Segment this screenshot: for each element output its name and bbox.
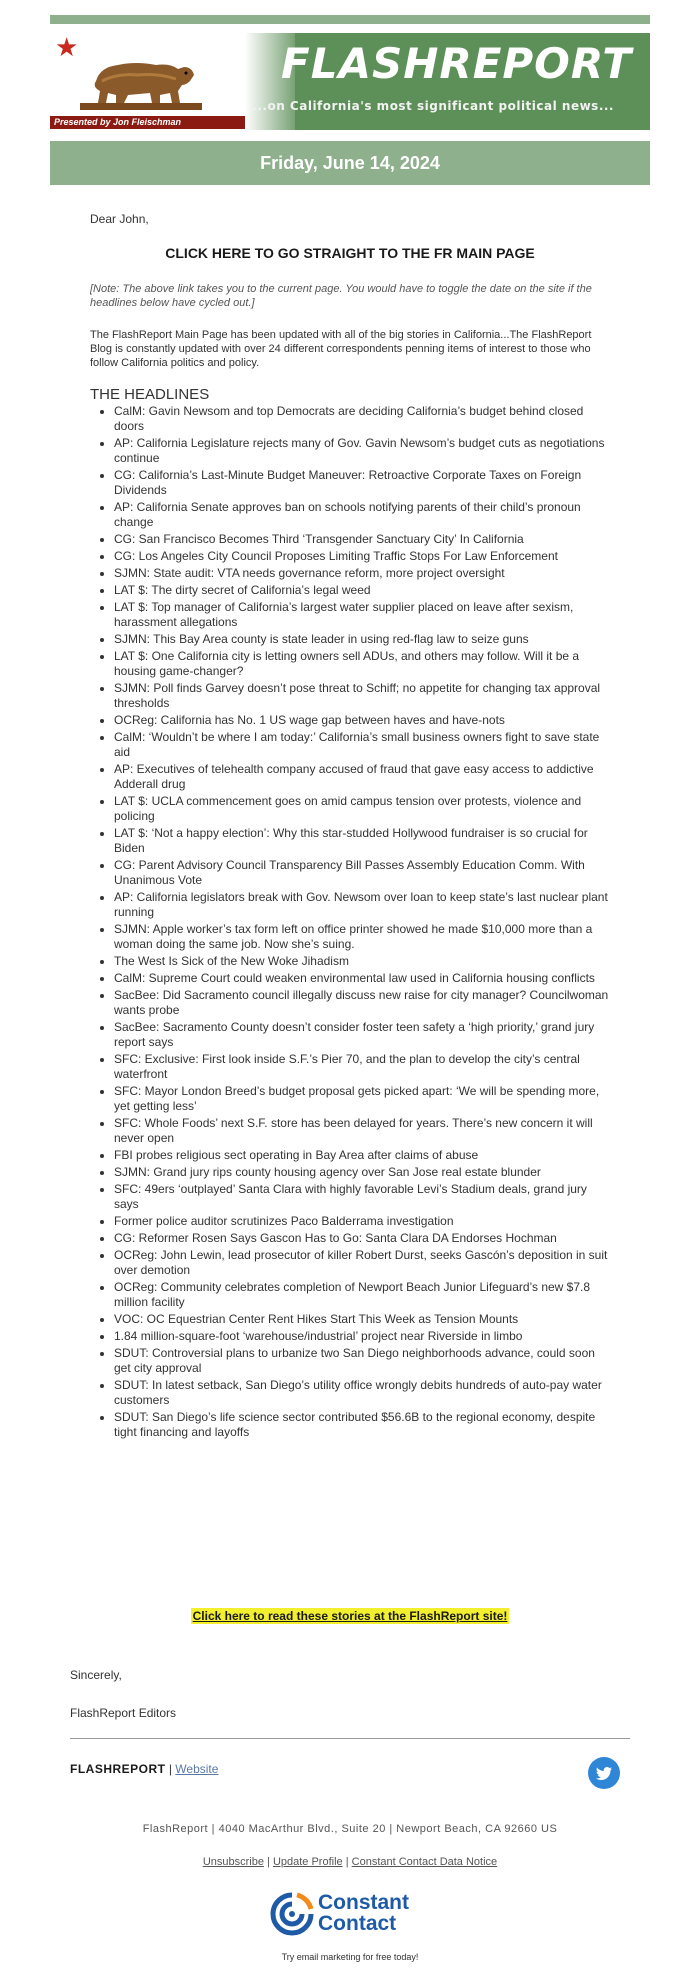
headline-item[interactable]: • SacBee: Sacramento County doesn’t consider foster teen safety a ‘high priority,’ grand jury report says xyxy=(114,1020,610,1050)
twitter-button[interactable] xyxy=(588,1757,620,1789)
star-icon: ★ xyxy=(55,32,79,62)
presented-by: Presented by Jon Fleischman xyxy=(50,116,245,129)
footer-brand-name: FLASHREPORT xyxy=(70,1762,166,1776)
cc-line2: Contact xyxy=(318,1912,397,1935)
headline-item[interactable]: • AP: California legislators break with Gov. Newsom over loan to keep state’s last nuclear plant running xyxy=(114,890,610,920)
website-link[interactable]: Website xyxy=(175,1762,219,1776)
constant-contact-icon xyxy=(270,1892,314,1936)
headline-item[interactable]: • LAT $: ‘Not a happy election’: Why this star-studded Hollywood fundraiser is so crucial for Biden xyxy=(114,826,610,856)
headline-item[interactable]: • CG: Reformer Rosen Says Gascon Has to Go: Santa Clara DA Endorses Hochman xyxy=(114,1231,610,1246)
footer-links xyxy=(0,1856,700,1868)
note-text: [Note: The above link takes you to the current page. You would have to toggle the date on the site if the headlines below have cycled out.] xyxy=(90,283,592,309)
headline-item[interactable]: • CG: San Francisco Becomes Third ‘Transgender Sanctuary City’ In California xyxy=(114,532,610,547)
headline-item[interactable]: • LAT $: One California city is letting owners sell ADUs, and others may follow. Will it be a housing game-changer? xyxy=(114,649,610,679)
footer-separator: | xyxy=(165,1762,176,1776)
email-body xyxy=(90,212,610,1442)
signature: FlashReport Editors xyxy=(70,1706,177,1720)
header-banner[interactable] xyxy=(50,33,650,130)
headline-item[interactable]: • SDUT: San Diego’s life science sector contributed $56.6B to the regional economy, despite tight financing and layoffs xyxy=(114,1410,610,1440)
update-profile-link[interactable]: Update Profile xyxy=(272,1856,343,1868)
headline-item[interactable]: • Former police auditor scrutinizes Paco Balderrama investigation xyxy=(114,1214,610,1229)
headline-item[interactable]: • SFC: Exclusive: First look inside S.F.’s Pier 70, and the plan to develop the city’s central waterfront xyxy=(114,1052,610,1082)
headline-item[interactable]: • CalM: Supreme Court could weaken environmental law used in California housing conflicts xyxy=(114,971,610,986)
intro-text: The FlashReport Main Page has been updated with all of the big stories in California...The FlashReport Blog is constantly updated with over 24 different correspondents penning items of interest to those who follow California politics and policy. xyxy=(90,329,592,369)
headline-item[interactable]: • LAT $: Top manager of California’s largest water supplier placed on leave after sexism, harassment allegations xyxy=(114,600,610,630)
footer-separator: | xyxy=(267,1856,273,1868)
read-stories-link[interactable]: Click here to read these stories at the FlashReport site! xyxy=(192,1609,508,1623)
california-bear-icon xyxy=(78,51,203,113)
date-bar: Friday, June 14, 2024 xyxy=(50,141,650,185)
unsubscribe-link[interactable]: Unsubscribe xyxy=(202,1856,264,1868)
headline-item[interactable]: • CG: Los Angeles City Council Proposes Limiting Traffic Stops For Law Enforcement xyxy=(114,549,610,564)
headline-item[interactable]: • SJMN: Apple worker’s tax form left on office printer showed he made $10,000 more than a woman doing the same job. Now she’s suing. xyxy=(114,922,610,952)
headline-item[interactable]: • SFC: Mayor London Breed’s budget proposal gets picked apart: ‘We will be spending more, yet getting less’ xyxy=(114,1084,610,1114)
headlines-list xyxy=(90,404,610,1440)
headline-item[interactable]: • SJMN: This Bay Area county is state leader in using red-flag law to seize guns xyxy=(114,632,610,647)
tagline: ...on California's most significant political news... xyxy=(252,99,614,113)
headline-item[interactable]: • SJMN: Poll finds Garvey doesn’t pose threat to Schiff; no appetite for changing tax approval thresholds xyxy=(114,681,610,711)
headline-item[interactable]: • LAT $: The dirty secret of California’s legal weed xyxy=(114,583,610,598)
headline-item[interactable]: • AP: Executives of telehealth company accused of fraud that gave easy access to addictive Adderall drug xyxy=(114,762,610,792)
cc-try-text[interactable]: Try email marketing for free today! xyxy=(281,1952,419,1962)
headline-item[interactable]: • CalM: ‘Wouldn’t be where I am today:’ California’s small business owners fight to save state aid xyxy=(114,730,610,760)
sincerely: Sincerely, xyxy=(70,1668,122,1682)
header-top-bar xyxy=(50,15,650,24)
main-page-link[interactable]: CLICK HERE TO GO STRAIGHT TO THE FR MAIN PAGE xyxy=(165,245,535,261)
headline-item[interactable]: • CalM: Gavin Newsom and top Democrats are deciding California’s budget behind closed doors xyxy=(114,404,610,434)
headline-item[interactable]: • 1.84 million-square-foot ‘warehouse/industrial’ project near Riverside in limbo xyxy=(114,1329,610,1344)
headline-item[interactable]: • AP: California Legislature rejects many of Gov. Gavin Newsom’s budget cuts as negotiations continue xyxy=(114,436,610,466)
headline-item[interactable]: • SJMN: Grand jury rips county housing agency over San Jose real estate blunder xyxy=(114,1165,610,1180)
headline-item[interactable]: • FBI probes religious sect operating in Bay Area after claims of abuse xyxy=(114,1148,610,1163)
constant-contact-logo[interactable] xyxy=(270,1892,440,1940)
headline-item[interactable]: • LAT $: UCLA commencement goes on amid campus tension over protests, violence and policing xyxy=(114,794,610,824)
headline-item[interactable]: • The West Is Sick of the New Woke Jihadism xyxy=(114,954,610,969)
headline-item[interactable]: • CG: California’s Last-Minute Budget Maneuver: Retroactive Corporate Taxes on Foreign Dividends xyxy=(114,468,610,498)
footer-brand xyxy=(70,1762,218,1776)
headline-item[interactable]: • SDUT: Controversial plans to urbanize two San Diego neighborhoods advance, could soon get city approval xyxy=(114,1346,610,1376)
headline-item[interactable]: • CG: Parent Advisory Council Transparency Bill Passes Assembly Education Comm. With Unanimous Vote xyxy=(114,858,610,888)
data-notice-link[interactable]: Constant Contact Data Notice xyxy=(351,1856,498,1868)
headline-item[interactable]: • OCReg: John Lewin, lead prosecutor of killer Robert Durst, seeks Gascón’s deposition in suit over demotion xyxy=(114,1248,610,1278)
footer-address: FlashReport | 4040 MacArthur Blvd., Suite 20 | Newport Beach, CA 92660 US xyxy=(142,1823,558,1835)
headline-item[interactable]: • SFC: 49ers ‘outplayed’ Santa Clara with highly favorable Levi’s Stadium deals, grand jury says xyxy=(114,1182,610,1212)
flashreport-logo: FLASHREPORT xyxy=(281,39,632,88)
read-link-wrap xyxy=(0,1607,700,1625)
headlines-title: THE HEADLINES xyxy=(90,386,210,403)
headline-item[interactable]: • OCReg: Community celebrates completion of Newport Beach Junior Lifeguard’s new $7.8 million facility xyxy=(114,1280,610,1310)
headline-item[interactable]: • VOC: OC Equestrian Center Rent Hikes Start This Week as Tension Mounts xyxy=(114,1312,610,1327)
headline-item[interactable]: • AP: California Senate approves ban on schools notifying parents of their child’s pronoun change xyxy=(114,500,610,530)
constant-contact-wordmark xyxy=(318,1892,409,1934)
headline-item[interactable]: • SacBee: Did Sacramento council illegally discuss new raise for city manager? Councilwoman wants probe xyxy=(114,988,610,1018)
divider xyxy=(70,1738,630,1739)
headline-item[interactable]: • SDUT: In latest setback, San Diego’s utility office wrongly debits hundreds of auto-pay water customers xyxy=(114,1378,610,1408)
headline-item[interactable]: • SFC: Whole Foods’ next S.F. store has been delayed for years. There’s new concern it will never open xyxy=(114,1116,610,1146)
cc-line1: Constant xyxy=(318,1891,409,1914)
footer-separator: | xyxy=(345,1856,352,1868)
greeting: Dear John, xyxy=(90,212,149,226)
twitter-bird-icon xyxy=(588,1757,620,1789)
headline-item[interactable]: • OCReg: California has No. 1 US wage gap between haves and have-nots xyxy=(114,713,610,728)
headline-item[interactable]: • SJMN: State audit: VTA needs governance reform, more project oversight xyxy=(114,566,610,581)
